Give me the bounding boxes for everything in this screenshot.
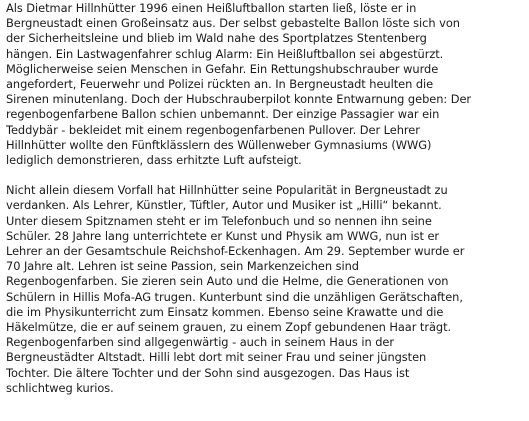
text-line: verdanken. Als Lehrer, Künstler, Tüftler, Autor und Musiker ist „Hilli“ bekannt.: [6, 198, 442, 213]
text-line: Unter diesem Spitznamen steht er im Telefonbuch und so nennen ihn seine: [6, 213, 432, 228]
text-line: 70 Jahre alt. Lehren ist seine Passion, sein Markenzeichen sind: [6, 259, 359, 274]
text-line: Häkelmütze, die er auf seinem grauen, zu einem Zopf gebundenen Haar trägt.: [6, 320, 452, 335]
text-line: Möglicherweise seien Menschen in Gefahr. Ein Rettungshubschrauber wurde: [6, 61, 439, 76]
text-line: Als Dietmar Hillnhütter 1996 einen Heißluftballon starten ließ, löste er in: [6, 1, 417, 15]
text-line: schlichtweg kurios.: [6, 380, 114, 395]
text-line: Regenbogenfarben. Sie zieren sein Auto und die Helme, die Generationen von: [6, 274, 449, 289]
text-line: hängen. Ein Lastwagenfahrer schlug Alarm: Ein Heißluftballon sei abgestürzt.: [6, 46, 444, 61]
text-line: Schülern in Hillis Mofa-AG trugen. Kunterbunt sind die unzähligen Gerätschaften,: [6, 289, 463, 304]
text-line: angefordert, Feuerwehr und Polizei rückten an. In Bergneustadt heulten die: [6, 77, 434, 92]
text-line: Lehrer an der Gesamtschule Reichshof-Eckenhagen. Am 29. September wurde er: [6, 244, 465, 259]
text-line: Regenbogenfarben sind allgegenwärtig - auch in seinem Haus in der: [6, 335, 394, 350]
text-line: lediglich demonstrieren, dass erhitzte Luft aufsteigt.: [6, 153, 302, 168]
text-line: Bergneustädter Altstadt. Hilli lebt dort mit seiner Frau und seiner jüngsten: [6, 350, 427, 365]
text-line: regenbogenfarbene Ballon schien unbemannt. Der einzige Passagier war ein: [6, 107, 440, 122]
paragraph-balloon-incident: [6, 1, 523, 168]
text-line: Hillnhütter wollte den Fünftklässlern des Wüllenweber Gymnasiums (WWG): [6, 137, 432, 152]
text-line: Sirenen minutenlang. Doch der Hubschrauberpilot konnte Entwarnung geben: Der: [6, 92, 472, 107]
paragraph-popularity: [6, 183, 523, 396]
text-line: Teddybär - bekleidet mit einem regenbogenfarbenen Pullover. Der Lehrer: [6, 122, 420, 137]
text-line: die im Physikunterricht zum Einsatz kommen. Ebenso seine Krawatte und die: [6, 304, 444, 319]
text-line: Nicht allein diesem Vorfall hat Hillnhütter seine Popularität in Bergneustadt zu: [6, 183, 448, 198]
text-line: der Sicherheitsleine und blieb im Wald nahe des Sportplatzes Stentenberg: [6, 31, 427, 46]
text-line: Tochter. Die ältere Tochter und der Sohn sind ausgezogen. Das Haus ist: [6, 365, 410, 380]
text-line: Schüler. 28 Jahre lang unterrichtete er Kunst und Physik am WWG, nun ist er: [6, 228, 440, 243]
text-line: Bergneustadt einen Großeinsatz aus. Der selbst gebastelte Ballon löste sich von: [6, 16, 460, 31]
